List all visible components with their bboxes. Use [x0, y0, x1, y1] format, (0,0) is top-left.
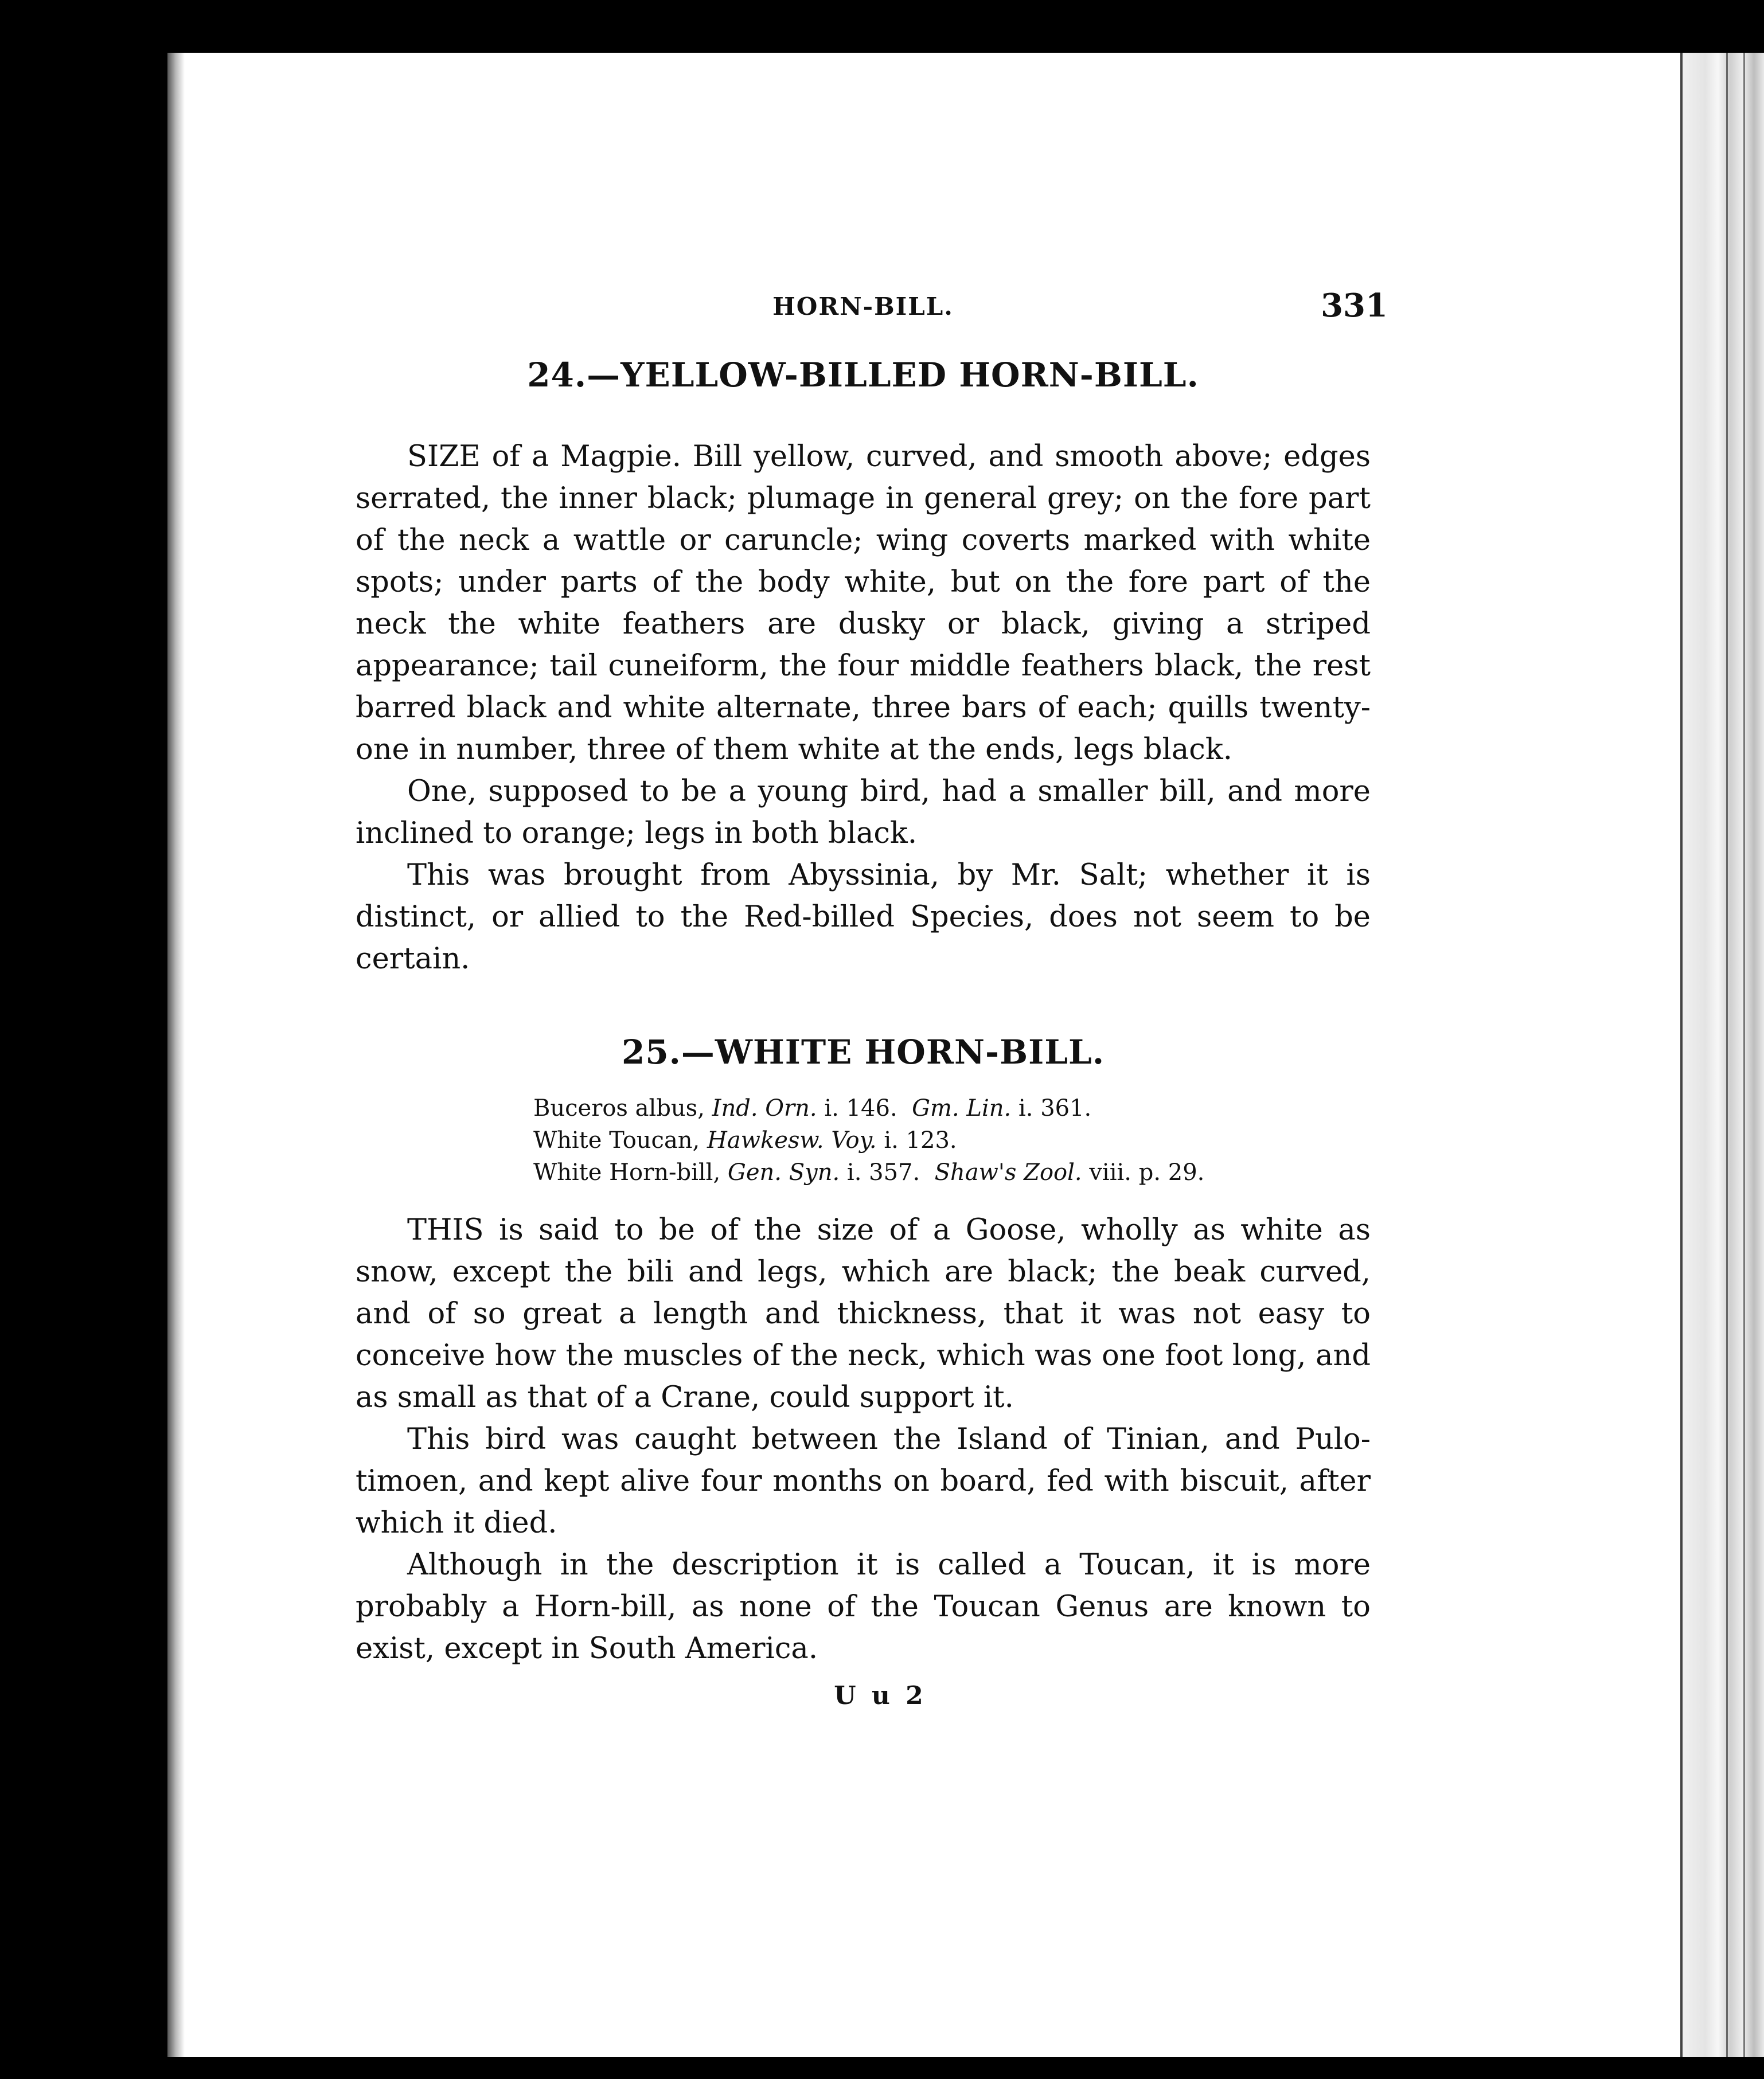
scan-border-left	[0, 0, 167, 2079]
synonym-ref-page: i. 361.	[1011, 1095, 1092, 1121]
running-title: HORN-BILL.	[772, 292, 954, 321]
scan-border-top	[0, 0, 1764, 53]
synonym-ref-page: i. 146.	[817, 1095, 912, 1121]
paragraph: One, supposed to be a young bird, had a smaller bill, and more inclined to orange; legs in both black.	[356, 775, 1371, 850]
page-edge-line	[1680, 53, 1683, 2057]
paragraph: Although in the description it is called a Toucan, it is more probably a Horn-bill, as none of the Toucan Genus are known to exist, except in South America.	[356, 1548, 1371, 1666]
paragraph: SIZE of a Magpie. Bill yellow, curved, and smooth above; edges serrated, the inner black; plumage in general grey; on the fore part of the neck a wattle or caruncle; wing coverts marked with white spots; under parts of the body white, but on the fore part of the neck the white feathers are dusky or black, giving a striped appearance; tail cuneiform, the four middle feathers black, the rest barred black and white alternate, three bars of each; quills twenty-one in number, three of them white at the ends, legs black.	[356, 440, 1371, 767]
synonym-name: White Horn-bill,	[533, 1159, 721, 1186]
paragraph: This was brought from Abyssinia, by Mr. Salt; whether it is distinct, or allied to the Red-billed Species, does not seem to be certain.	[356, 858, 1371, 976]
signature-mark: U u 2	[834, 1681, 927, 1710]
synonym-ref-work: Gm. Lin.	[912, 1095, 1012, 1121]
synonym-ref-page: i. 357.	[840, 1159, 935, 1186]
page-edge-line	[1726, 53, 1728, 2057]
synonym-ref-page: viii. p. 29.	[1082, 1159, 1205, 1186]
book-page	[356, 287, 1388, 1789]
page-edge-line	[1743, 53, 1745, 2057]
synonymy-list	[533, 1092, 1371, 1189]
synonym-ref-work: Gen. Syn.	[727, 1159, 840, 1186]
synonym-entry	[533, 1156, 1371, 1189]
page-edges	[1680, 53, 1764, 2057]
synonym-ref-work: Ind. Orn.	[712, 1095, 817, 1121]
page-number: 331	[1321, 287, 1388, 325]
synonym-name: Buceros albus,	[533, 1095, 705, 1121]
paragraph: THIS is said to be of the size of a Goose, wholly as white as snow, except the bili and legs, which are black; the beak curved, and of so great a length and thickness, that it was not easy to conceive how the muscles of the neck, which was one foot long, and as small as that of a Crane, could support it.	[356, 1213, 1371, 1414]
synonym-ref-page: i. 123.	[876, 1127, 957, 1154]
synonym-entry	[533, 1124, 1371, 1156]
section-heading: 24.—YELLOW-BILLED HORN-BILL.	[527, 355, 1199, 394]
synonym-ref-work: Hawkesw. Voy.	[707, 1127, 877, 1154]
gutter-shadow	[167, 53, 185, 2057]
scan-border-bottom	[0, 2057, 1764, 2079]
running-head	[356, 287, 1388, 333]
paragraph: This bird was caught between the Island of Tinian, and Pulo-timoen, and kept alive four months on board, fed with biscuit, after which it died.	[356, 1423, 1371, 1540]
section-heading: 25.—WHITE HORN-BILL.	[621, 1033, 1105, 1072]
synonym-name: White Toucan,	[533, 1127, 700, 1154]
synonym-ref-work: Shaw's Zool.	[934, 1159, 1082, 1186]
synonym-entry	[533, 1092, 1371, 1124]
